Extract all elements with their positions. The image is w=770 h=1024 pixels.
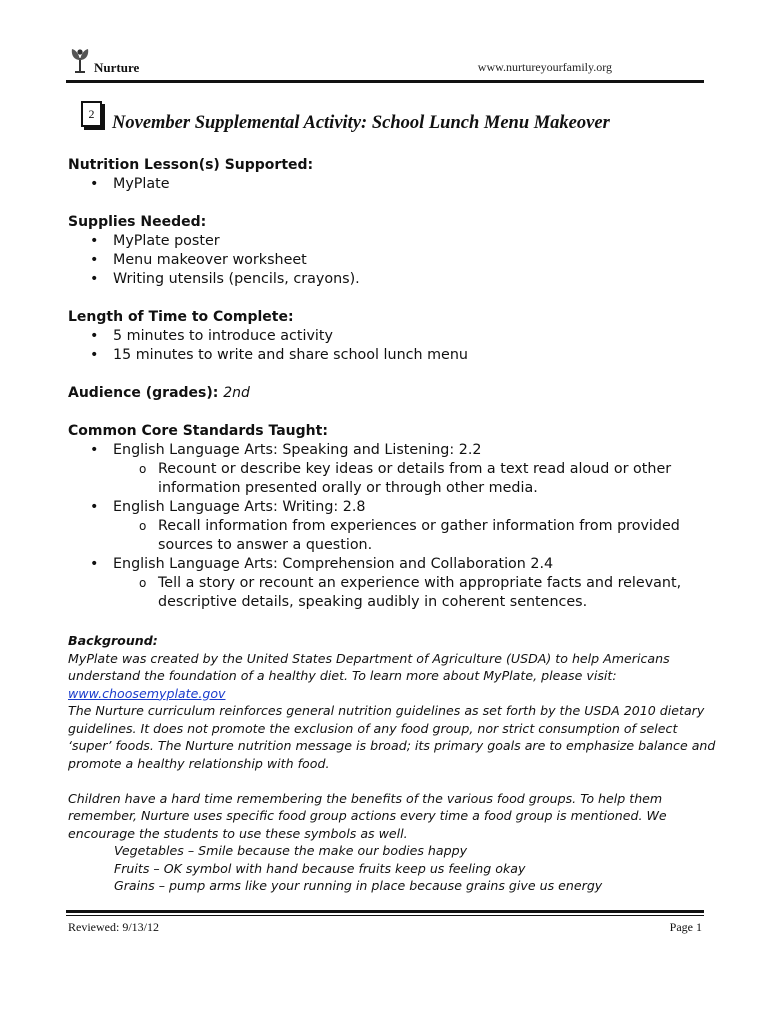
background-text-1: MyPlate was created by the United States Department of Agriculture (USDA) to help Americans understand the foundation of a healthy diet. To learn more about MyPlate, please visit: <box>68 650 670 683</box>
lesson-content <box>68 156 718 612</box>
list-item: • 15 minutes to write and share school lunch menu <box>68 346 718 365</box>
standard-label: English Language Arts: Speaking and Listening: 2.2 <box>113 442 482 458</box>
standards-list <box>68 441 718 612</box>
background-paragraph-1 <box>68 650 718 703</box>
page-number: Page 1 <box>669 920 702 934</box>
footer-rule-thin <box>66 915 704 916</box>
list-item: • Menu makeover worksheet <box>68 251 718 270</box>
food-action-fruits: Fruits – OK symbol with hand because fruits keep us feeling okay <box>114 860 526 876</box>
nutrition-list <box>68 175 718 194</box>
audience-heading: Audience (grades): <box>68 385 219 401</box>
brand-name: Nurture <box>94 60 140 75</box>
standards-heading: Common Core Standards Taught: <box>68 423 328 439</box>
standard-item <box>68 441 718 498</box>
standard-detail: o Recall information from experiences or gather information from provided sources to answer a question. <box>113 517 718 555</box>
reviewed-date: Reviewed: 9/13/12 <box>68 920 159 934</box>
food-action-vegetables: Vegetables – Smile because the make our bodies happy <box>114 843 468 858</box>
list-item: • 5 minutes to introduce activity <box>68 327 718 346</box>
standard-label: English Language Arts: Comprehension and Collaboration 2.4 <box>113 556 554 572</box>
standard-item <box>68 555 718 612</box>
list-item: • MyPlate <box>68 175 718 194</box>
background-paragraph-3: Children have a hard time remembering the benefits of the various food groups. To help them remember, Nurture uses specific food group actions every time a food group is mentioned. We encourage the students to use these symbols as well. <box>68 790 667 841</box>
background-heading: Background: <box>68 633 158 648</box>
page-header <box>66 44 704 80</box>
page-title: November Supplemental Activity: School Lunch Menu Makeover <box>112 113 610 133</box>
lesson-number-box: 2 <box>81 101 102 127</box>
supplies-list <box>68 232 718 289</box>
food-action-grains: Grains – pump arms like your running in place because grains give us energy <box>114 878 603 893</box>
time-heading: Length of Time to Complete: <box>68 309 294 325</box>
standard-detail: o Tell a story or recount an experience with appropriate facts and relevant, descriptive details, speaking audibly in coherent sentences. <box>113 574 718 612</box>
standard-detail: o Recount or describe key ideas or details from a text read aloud or other information presented orally or through other media. <box>113 460 718 498</box>
background-section <box>68 632 718 895</box>
header-url: www.nurtureyourfamily.org <box>477 60 612 74</box>
footer-rule <box>66 910 704 913</box>
list-item: • Writing utensils (pencils, crayons). <box>68 270 718 289</box>
standard-sublist <box>113 574 718 612</box>
standard-sublist <box>113 460 718 498</box>
audience-value: 2nd <box>223 385 250 401</box>
standard-item <box>68 498 718 555</box>
audience-line <box>68 384 718 403</box>
choosemyplate-link[interactable]: www.choosemyplate.gov <box>68 685 226 701</box>
time-list <box>68 327 718 365</box>
background-paragraph-2: The Nurture curriculum reinforces general nutrition guidelines as set forth by the USDA 2010 dietary guidelines. It does not promote the exclusion of any food group, nor strict consumption of select ‘super’ foods. The Nurture nutrition message is broad; its primary goals are to emphasize balance and promote a healthy relationship with food. <box>68 703 716 771</box>
supplies-heading: Supplies Needed: <box>68 214 207 230</box>
standard-label: English Language Arts: Writing: 2.8 <box>113 499 366 515</box>
nurture-logo-icon <box>68 46 92 74</box>
nutrition-heading: Nutrition Lesson(s) Supported: <box>68 157 314 173</box>
header-rule <box>66 80 704 83</box>
standard-sublist <box>113 517 718 555</box>
list-item: • MyPlate poster <box>68 232 718 251</box>
